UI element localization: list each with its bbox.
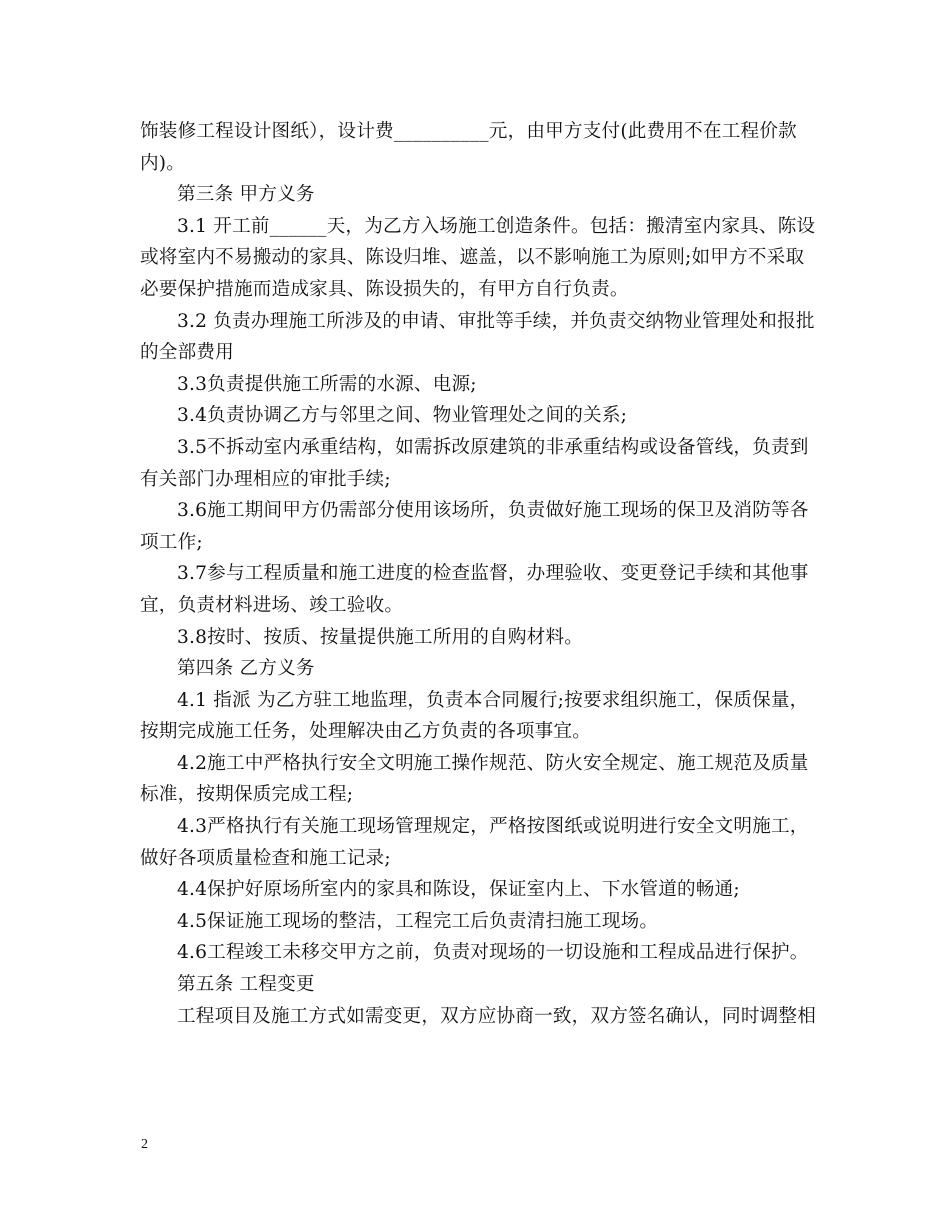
text-line: 3.3负责提供施工所需的水源、电源; [177, 373, 477, 395]
text-line: 饰装修工程设计图纸），设计费__________元，由甲方支付(此费用不在工程价款 [140, 121, 797, 142]
text-line: 3.2 负责办理施工所涉及的申请、审批等手续，并负责交纳物业管理处和报批 [177, 310, 815, 332]
text-line: 的全部费用 [140, 342, 234, 364]
text-line: 3.7参与工程质量和施工进度的检查监督，办理验收、变更登记手续和其他事 [177, 563, 809, 585]
text-line: 4.3严格执行有关施工现场管理规定，严格按图纸或说明进行安全文明施工， [177, 816, 809, 838]
document-body [140, 116, 814, 1032]
text-line: 3.1 开工前______天，为乙方入场施工创造条件。包括：搬清室内家具、陈设 [177, 215, 816, 237]
text-line: 宜，负责材料进场、竣工验收。 [140, 594, 404, 616]
text-line: 4.5保证施工现场的整洁，工程完工后负责清扫施工现场。 [177, 910, 659, 932]
text-line: 3.8按时、按质、按量提供施工所用的自购材料。 [177, 626, 584, 648]
text-line: 或将室内不易搬动的家具、陈设归堆、遮盖，以不影响施工为原则;如甲方不采取 [140, 247, 805, 269]
text-line: 4.6工程竣工未移交甲方之前，负责对现场的一切设施和工程成品进行保护。 [177, 942, 809, 964]
text-line: 第四条 乙方义务 [177, 658, 315, 680]
text-line: 4.4保护好原场所室内的家具和陈设，保证室内上、下水管道的畅通; [177, 879, 740, 901]
text-line: 第三条 甲方义务 [177, 184, 315, 206]
text-line: 3.4负责协调乙方与邻里之间、物业管理处之间的关系; [177, 405, 628, 427]
text-line: 有关部门办理相应的审批手续; [140, 468, 391, 490]
text-line: 4.2施工中严格执行安全文明施工操作规范、防火安全规定、施工规范及质量 [177, 752, 809, 774]
text-line: 标准，按期保质完成工程; [140, 784, 354, 806]
text-line: 内)。 [140, 152, 186, 174]
text-line: 项工作; [140, 531, 203, 553]
page-number: 2 [141, 1137, 148, 1152]
text-line: 第五条 工程变更 [177, 974, 315, 996]
text-line: 按期完成施工任务，处理解决由乙方负责的各项事宜。 [140, 721, 592, 743]
text-line: 工程项目及施工方式如需变更，双方应协商一致，双方签名确认，同时调整相 [177, 1005, 816, 1027]
text-line: 3.6施工期间甲方仍需部分使用该场所，负责做好施工现场的保卫及消防等各 [177, 500, 809, 522]
text-line: 必要保护措施而造成家具、陈设损失的，有甲方自行负责。 [140, 278, 629, 300]
text-line: 3.5不拆动室内承重结构，如需拆改原建筑的非承重结构或设备管线，负责到 [177, 436, 809, 458]
text-line: 做好各项质量检查和施工记录; [140, 847, 391, 869]
text-line: 4.1 指派 为乙方驻工地监理，负责本合同履行;按要求组织施工，保质保量， [177, 689, 809, 711]
